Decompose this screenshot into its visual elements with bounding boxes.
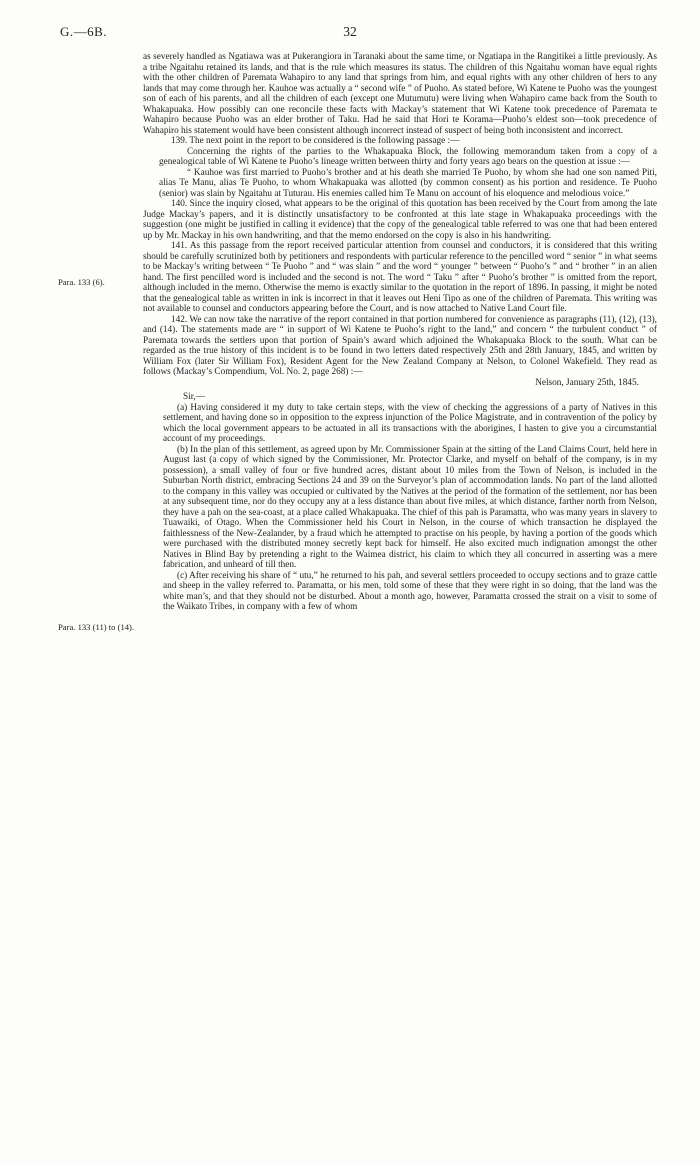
paragraph-intro: as severely handled as Ngatiawa was at Pukerangiora in Taranaki about the same time, or Ngatiapa in the Rangitikei a little previously. As a tribe Ngaitahu retained its lands, and that is the rule which measures its status. The children of this Ngaitahu woman have equal rights with the other children of Paremata Wahapiro to any land that springs from him, and equal rights with any other children of hers to any lands that may come through her. Kauhoe was actually a “ second wife ” of Puoho. As stated before, Wi Katene te Puoho was the youngest son of each of his parents, and all the children of each (except one Mutumutu) were living when Wahapiro came back from the South to Whakapuaka. How possibly can one reconcile these facts with Mackay’s statement that Wi Katene took precedence of Paremata te Wahapiro because Puoho was an elder brother of Taku. Had he said that Hori te Korama—Puoho’s eldest son—took precedence of Wahapiro his statement would have been consistent although incorrect instead of suspect of being both inconsistent and incorrect. [143,52,657,136]
margin-note-para-133-6: Para. 133 (6). [58,277,105,287]
paragraph-139-quote-intro: Concerning the rights of the parties to the Whakapuaka Block, the following memorandum taken from a copy of a genealogical table of Wi Katene te Puoho’s lineage written between thirty and forty years ago bears on the question at issue :— [159,146,657,167]
paragraph-142: 142. We can now take the narrative of the report contained in that portion numbered for convenience as paragraphs (11), (12), (13), and (14). The statements made are “ in support of Wi Katene te Puoho’s right to the land,” and concern “ the turbulent conduct ” of Paremata towards the settlers upon that portion of Spain’s award which adjoined the Whakapuaka Block to the south. What can be regarded as the true history of this incident is to be found in two letters dated respectively 25th and 28th January, 1845, and written by William Fox (later Sir William Fox), Resident Agent for the New Zealand Company at Nelson, to Colonel Wakefield. They read as follows (Mackay’s Compendium, Vol. No. 2, page 268) :— [143,314,657,377]
quoted-memorandum [143,147,657,200]
margin-note-para-133-11-14: Para. 133 (11) to (14). [58,622,135,632]
paragraph-140: 140. Since the inquiry closed, what appears to be the original of this quotation has been received by the Court from among the late Judge Mackay’s papers, and it is distinctly unsatisfactory to be confronted at this late stage in Whakapuaka proceedings with the suggestion (one might be justified in calling it evidence) that the copy of the genealogical table referred to was one that had been entered up by Mr. Mackay in his own handwriting, and that the memo endorsed on the copy is also in his handwriting. [143,199,657,241]
letter-place-date: Nelson, January 25th, 1845. [535,377,639,388]
paragraph-139-quote: “ Kauhoe was first married to Puoho’s brother and at his death she married Te Puoho, by whom she had one son named Piti, alias Te Manu, alias Te Puoho, to whom Whakapuaka was allotted (by common consent) as his portion and residence. Te Puoho (senior) was slain by Ngaitahu at Tuturau. His enemies called him Te Manu on account of his eloquence and melodious voice.” [159,167,657,199]
page-header [0,24,700,44]
letter-paragraph-b: (b) In the plan of this settlement, as agreed upon by Mr. Commissioner Spain at the sitting of the Land Claims Court, held here in August last (a copy of which signed by the Commissioner, Mr. Protector Clarke, and myself on behalf of the company, is in my possession), a small valley of four or five hundred acres, distant about 10 miles from the Town of Nelson, is included in the Suburban North district, embracing Sections 24 and 39 on the Surveyor’s plan of accommodation lands. No part of the land allotted to the company in this valley was occupied or cultivated by the Natives at the period of the formation of the settlement, nor has been at any subsequent time, nor do they occupy any at a less distance than about five miles, at which distance, farther north from Nelson, they have a pah on the sea-coast, at a place called Whakapuaka. The chief of this pah is Paramatta, who was many years in slavery to Tuawaiki, of Otago. When the Commissioner held his Court in Nelson, in the course of which transaction he displayed the faithlessness of the New-Zealander, by a fraud which he attempted to practise on his people, by having a portion of the goods which were purchased with the distributed money secretly kept back for himself. He also excited much indignation amongst the other Natives in Blind Bay by pretending a right to the Waimea district, his claim to which they all concurred in asserting was a mere fabrication, and unheard of till then. [163,444,657,570]
page-number: 32 [343,24,357,39]
letter-paragraph-c: (c) After receiving his share of “ utu,” he returned to his pah, and several settlers proceeded to occupy sections and to graze cattle and sheep in the valley referred to. Paramatta, or his men, told some of these that they were right in so doing, that the land was the white man’s, and that they should not be disturbed. About a month ago, however, Paramatta crossed the strait on a visit to some of the Waikato Tribes, in company with a few of whom [163,570,657,612]
paragraph-139: 139. The next point in the report to be considered is the following passage :— [171,136,460,146]
body-text [143,52,657,613]
letter-body [143,392,657,613]
paragraph-141: 141. As this passage from the report received particular attention from counsel and conductors, it is considered that this writing should be carefully scrutinized both by petitioners and respondents with particular reference to the pencilled word “ senior ” in what seems to be Mackay’s writing between “ Te Puoho ” and “ was slain ” and the word “ younger ” between “ Puoho’s ” and “ brother ” in an alien hand. The first pencilled word is included and the second is not. The word “ Taku ” after “ Puoho’s brother ” is omitted from the report, although included in the memo. Otherwise the memo is exactly similar to the quotation in the report of 1896. In passing, it might be noted that the genealogical table as written in ink is incorrect in that it leaves out Heni Tipo as one of the children of Paremata. This writing was not available to counsel and conductors appearing before the Court, and is now attached to Native Land Court file. [143,241,657,314]
document-reference: G.—6B. [60,24,108,39]
letter-salutation: Sir,— [183,392,205,402]
letter-paragraph-a: (a) Having considered it my duty to take certain steps, with the view of checking the aggressions of a party of Natives in this settlement, and having done so in opposition to the express injunction of the Police Magistrate, and in contravention of the policy by which the local government appears to be actuated in all its transactions with the aborigines, I hasten to give you a circumstantial account of my proceedings. [163,402,657,444]
